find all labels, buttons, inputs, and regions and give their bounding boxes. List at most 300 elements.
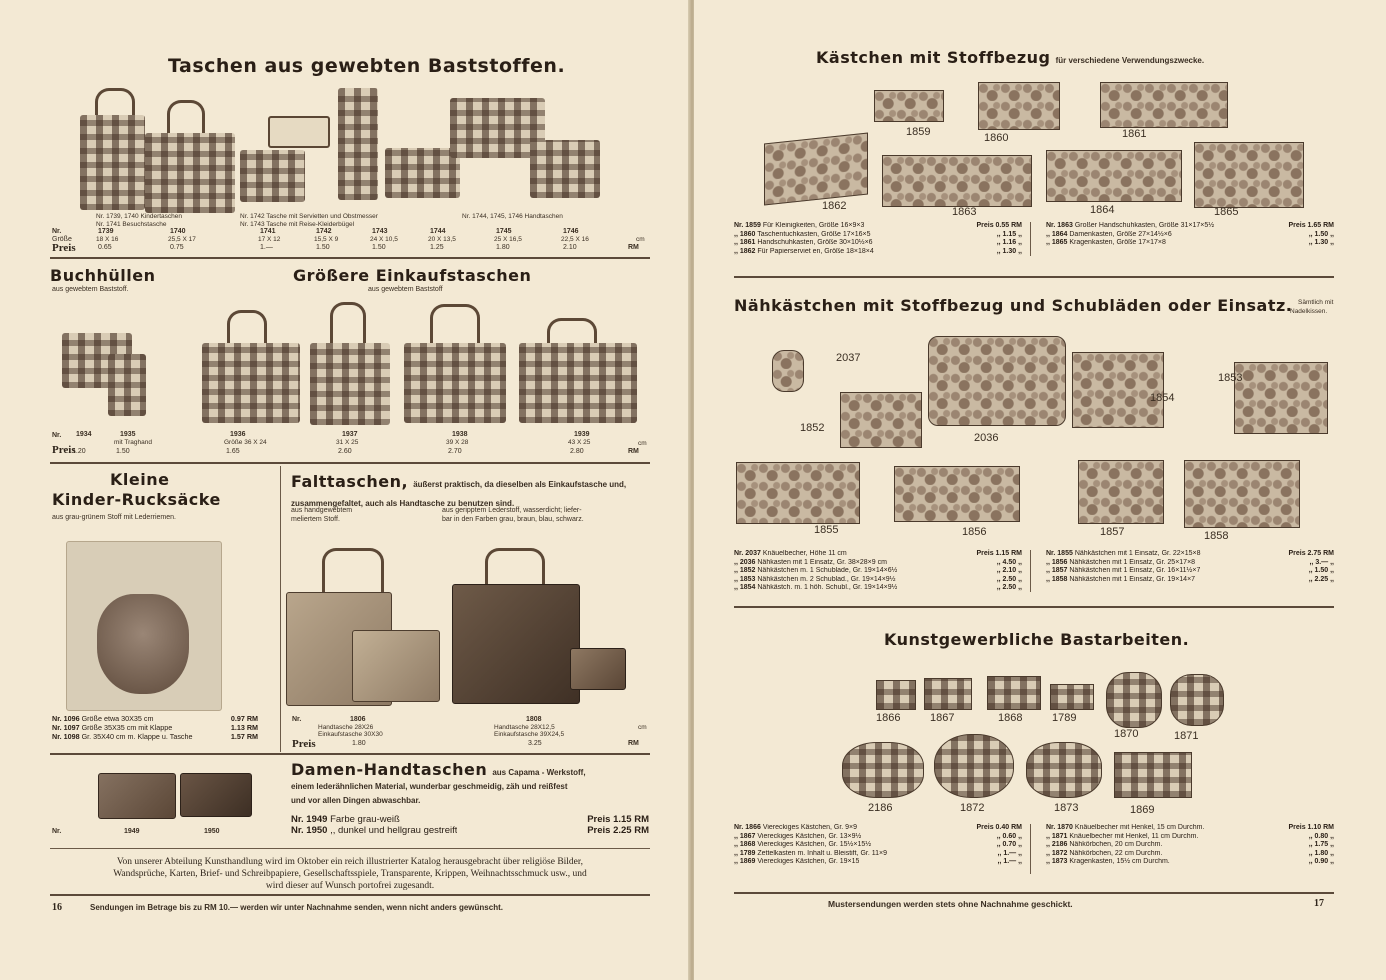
kaestchen-price-list-right — [1046, 222, 1334, 248]
damen-price-list — [291, 814, 649, 836]
price-row-nr: ,, 1865 — [1046, 239, 1068, 247]
divider — [734, 892, 1334, 894]
price-row-item — [734, 231, 871, 240]
price-row — [734, 222, 1022, 231]
falt-unit-rm: RM — [628, 740, 639, 747]
bast-col-price: 2.10 — [563, 244, 577, 251]
divider — [734, 276, 1334, 278]
figure-number: 1789 — [1052, 712, 1077, 724]
bast-col-size: 15,5 X 9 — [314, 236, 339, 243]
kaestchen-title: Kästchen mit Stoffbezug — [816, 48, 1051, 67]
price-row-price: ,, 1.30 ,, — [996, 247, 1022, 255]
box-2037 — [772, 350, 804, 392]
falt-a-note-2: Einkaufstasche 30X30 — [318, 731, 383, 738]
price-row — [1046, 850, 1334, 859]
price-row-price: Preis 0.55 RM — [976, 222, 1022, 229]
bast-col-size: 18 X 16 — [96, 236, 119, 243]
bast-col-nr: 1744 — [430, 228, 446, 235]
figure-number: 1858 — [1204, 530, 1229, 542]
column-divider — [280, 466, 281, 752]
einkauf-col-nr: 1937 — [342, 431, 358, 438]
price-row-nr: ,, 1860 — [734, 230, 756, 238]
price-row — [734, 824, 1022, 833]
footer-left: Sendungen im Betrage bis zu RM 10.— werden wir unter Nachnahme senden, wenn nicht anders gewünscht. — [90, 903, 503, 912]
right-page — [694, 0, 1386, 980]
price-row-item — [1046, 833, 1198, 842]
price-row-price: 0.97 RM — [230, 714, 258, 723]
bast-col-size: 25,5 X 17 — [168, 236, 196, 243]
price-row — [734, 231, 1022, 240]
price-row-nr: ,, 2036 — [734, 558, 756, 566]
bag-1742 — [240, 150, 305, 202]
figure-number: 1866 — [876, 712, 901, 724]
price-row-nr: ,, 1861 — [734, 239, 756, 247]
kaestchen-header — [816, 48, 1204, 67]
rucksack-photo — [66, 541, 222, 711]
bast-col-price: 1.50 — [372, 244, 386, 251]
price-row-nr: ,, 1853 — [734, 575, 756, 583]
box-1856 — [894, 466, 1020, 522]
box-1862 — [764, 133, 868, 206]
figure-number: 1870 — [1114, 728, 1139, 740]
falt-price-label: Preis — [292, 738, 316, 750]
price-row-desc: Für Kleinigkeiten, Größe 16×9×3 — [762, 222, 865, 229]
figure-number: 1865 — [1214, 206, 1239, 218]
price-row-item — [734, 858, 859, 867]
einkauf-col-note: 43 X 25 — [568, 439, 591, 446]
falt-b-nr: 1808 — [526, 716, 542, 723]
box-1860 — [978, 82, 1060, 130]
price-row-item — [1046, 231, 1172, 240]
price-row-price: ,, 1.— ,, — [997, 849, 1022, 857]
price-row — [734, 559, 1022, 568]
bag-1743 — [338, 88, 378, 200]
box-1863 — [882, 155, 1032, 207]
label-price: Preis — [52, 242, 76, 254]
figure-number: 1855 — [814, 524, 839, 536]
price-row-desc: Nähkörbchen, 20 cm Durchm. — [1069, 841, 1163, 849]
figure-number: 1854 — [1150, 392, 1175, 404]
price-row-nr: Nr. 1097 — [52, 723, 80, 732]
price-row-desc: Knäuelbecher mit Henkel, 11 cm Durchm. — [1069, 832, 1199, 840]
figure-number: 1856 — [962, 526, 987, 538]
price-row — [1046, 858, 1334, 867]
damen-fig-nr: Nr. — [52, 828, 62, 835]
catalog-note-line-3: wird dieser auf Wunsch portofrei zugesandt. — [265, 881, 435, 891]
basket-1870 — [1106, 672, 1162, 728]
price-row-item — [1046, 559, 1195, 568]
price-row-price: ,, 1.50 ,, — [1308, 567, 1334, 575]
divider — [50, 257, 650, 259]
price-row-nr: Nr. 2037 — [734, 550, 761, 557]
price-row-price: ,, 4.50 ,, — [996, 558, 1022, 566]
figure-number: 1867 — [930, 712, 955, 724]
price-row-item — [1046, 850, 1162, 859]
figure-number: 1873 — [1054, 802, 1079, 814]
einkauf-col-nr: 1938 — [452, 431, 468, 438]
price-row — [734, 248, 1022, 257]
label-nr: Nr. — [52, 228, 62, 235]
price-row-desc: Zettelkasten m. Inhalt u. Bleistift, Gr. 11×9 — [757, 849, 888, 857]
price-row-desc: ,, dunkel und hellgrau gestreift — [330, 825, 458, 837]
bast-col-nr: 1745 — [496, 228, 512, 235]
price-row-price: ,, 1.50 ,, — [1308, 230, 1334, 238]
price-row-item — [1046, 858, 1170, 867]
price-row-item — [734, 239, 873, 248]
left-page — [0, 0, 690, 980]
price-row-desc: Gr. 35X40 cm m. Klappe u. Tasche — [81, 732, 193, 741]
price-row-desc: Größe 35X35 cm mit Klappe — [81, 723, 173, 732]
price-row-price: ,, 1.30 ,, — [1308, 239, 1334, 247]
einkauf-col-nr: 1936 — [230, 431, 246, 438]
figure-number: 1871 — [1174, 730, 1199, 742]
unit-cm: cm — [636, 236, 645, 243]
label-nr: Nr. — [52, 432, 62, 439]
price-row-price: Preis 2.25 RM — [587, 825, 649, 837]
bast-col-size: 22,5 X 16 — [561, 236, 589, 243]
price-row-nr: Nr. 1859 — [734, 222, 761, 229]
price-row-item — [1046, 222, 1214, 231]
price-row-desc: Nähkasten mit 1 Einsatz, Gr. 38×28×9 cm — [757, 558, 887, 566]
falt-b-price: 3.25 — [528, 740, 542, 747]
naeh-tail-1: Sämtlich mit — [1298, 299, 1334, 306]
price-row-desc: Viereckiges Kästchen, Gr. 13×9½ — [757, 832, 862, 840]
falt-a-note-1: Handtasche 28X26 — [318, 724, 374, 731]
box-1789 — [1050, 684, 1094, 710]
price-row-price: Preis 2.75 RM — [1288, 550, 1334, 557]
price-row — [734, 239, 1022, 248]
price-row-item — [1046, 550, 1201, 559]
price-row-item — [734, 824, 857, 833]
price-row-nr: ,, 1852 — [734, 567, 756, 575]
price-row-nr: Nr. 1863 — [1046, 222, 1073, 229]
box-1864 — [1046, 150, 1182, 202]
price-row-desc: Viereckiges Kästchen, Gr. 9×9 — [762, 824, 858, 831]
einkauf-col-price: 2.60 — [338, 448, 352, 455]
section-title-bast-bags: Taschen aus gewebten Baststoffen. — [168, 55, 566, 77]
label-size: Größe — [52, 236, 72, 243]
falt-b-note-1: Handtasche 28X12,5 — [494, 724, 555, 731]
figure-number: 1861 — [1122, 128, 1147, 140]
figure-number: 1864 — [1090, 204, 1115, 216]
price-row-desc: Nähkästchen mit 1 Einsatz, Gr. 19×14×7 — [1069, 575, 1196, 583]
unit-rm: RM — [628, 244, 639, 251]
damen-fig-a: 1949 — [124, 828, 140, 835]
price-row-desc: Farbe grau-weiß — [330, 814, 400, 825]
divider — [50, 894, 650, 896]
price-row-nr: ,, 1871 — [1046, 832, 1068, 840]
einkauf-title: Größere Einkaufstaschen — [293, 266, 532, 285]
bast-arbeiten-title: Kunstgewerbliche Bastarbeiten. — [884, 630, 1190, 649]
price-row-desc: Knäuelbecher, Höhe 11 cm — [762, 550, 847, 557]
price-row-price: ,, 1.16 ,, — [996, 239, 1022, 247]
divider — [50, 848, 650, 849]
box-1858 — [1184, 460, 1300, 528]
kaestchen-tail: für verschiedene Verwendungszwecke. — [1055, 56, 1205, 65]
price-row-price: Preis 0.40 RM — [976, 824, 1022, 831]
falt-title: Falttaschen, — [291, 472, 409, 491]
figure-number: 1872 — [960, 802, 985, 814]
bast-col-nr: 1743 — [372, 228, 388, 235]
price-row-price: ,, 2.50 ,, — [996, 584, 1022, 592]
bast-col-nr: 1739 — [98, 228, 114, 235]
price-row-nr: Nr. 1866 — [734, 824, 761, 831]
price-row-item — [1046, 239, 1166, 248]
bag-1937 — [310, 343, 390, 425]
price-row — [291, 814, 649, 825]
page-number-right: 17 — [1314, 898, 1324, 909]
price-row-desc: Nähkästchen m. 2 Schublad., Gr. 19×14×9½ — [757, 575, 896, 583]
price-row-nr: Nr. 1950 — [291, 825, 328, 837]
price-row — [1046, 567, 1334, 576]
price-row-item — [52, 724, 172, 733]
damen-desc-1: einem lederähnlichen Material, wunderbar geschmeidig, zäh und reißfest — [291, 782, 568, 791]
bast-col-size: 17 X 12 — [258, 236, 281, 243]
price-row-price: Preis 1.65 RM — [1288, 222, 1334, 229]
price-row-price: 1.57 RM — [230, 731, 258, 741]
price-row-price: ,, 0.70 ,, — [996, 841, 1022, 849]
bast-note-a2: Nr. 1741 Besuchstasche — [96, 221, 167, 228]
price-row-nr: ,, 1873 — [1046, 858, 1068, 866]
falt-desc: äußerst praktisch, da dieselben als Einkaufstasche und, zusammengefaltet, auch als Handtasche zu benutzen sind. — [291, 480, 627, 508]
rucksack-title-2: Kinder-Rucksäcke — [52, 490, 221, 509]
price-row-desc: Kragenkasten, Größe 17×17×8 — [1069, 239, 1166, 247]
price-row-item — [734, 850, 887, 859]
einkauf-col-price: 1.50 — [116, 448, 130, 455]
bast-col-nr: 1741 — [260, 228, 276, 235]
bast-col-price: 1.— — [260, 244, 273, 251]
bast-note-b: Nr. 1742 Tasche mit Servietten und Obstmesser — [240, 213, 378, 220]
handbag-1949 — [98, 773, 176, 819]
price-row-desc: Nähkästch. m. 1 höh. Schubl., Gr. 19×14×9½ — [757, 584, 898, 592]
price-row — [1046, 576, 1334, 585]
divider — [50, 462, 650, 464]
price-row-price: ,, 0.90 ,, — [1308, 858, 1334, 866]
price-row-nr: ,, 1857 — [1046, 567, 1068, 575]
price-row-price: ,, 3.— ,, — [1309, 558, 1334, 566]
price-row-item — [52, 715, 154, 724]
handbag-1950 — [180, 773, 252, 817]
bast-col-price: 1.80 — [496, 244, 510, 251]
basket-1872 — [934, 734, 1014, 798]
figure-number: 2186 — [868, 802, 893, 814]
figure-number: 1869 — [1130, 804, 1155, 816]
price-row-nr: ,, 1858 — [1046, 575, 1068, 583]
basket-1873 — [1026, 742, 1102, 798]
falt-a-price: 1.80 — [352, 740, 366, 747]
price-row — [1046, 222, 1334, 231]
price-row-item — [734, 576, 896, 585]
price-row-desc: Knäuelbecher mit Henkel, 15 cm Durchm. — [1074, 824, 1205, 831]
einkauf-col-note: 39 X 28 — [446, 439, 469, 446]
price-row-item — [291, 814, 400, 825]
bag-1938 — [404, 343, 506, 423]
price-row — [734, 858, 1022, 867]
price-row — [52, 733, 258, 742]
falt-header — [291, 472, 651, 510]
price-row-item — [1046, 576, 1195, 585]
figure-number: 1859 — [906, 126, 931, 138]
figure-number: 1853 — [1218, 372, 1243, 384]
damen-title: Damen-Handtaschen — [291, 760, 488, 779]
price-row-item — [734, 584, 897, 593]
price-row — [734, 850, 1022, 859]
einkauf-col-price: 1.65 — [226, 448, 240, 455]
naeh-title: Nähkästchen mit Stoffbezug und Schubläden oder Einsatz. — [734, 296, 1293, 315]
price-row-desc: Nähkörbchen, 22 cm Durchm. — [1069, 849, 1163, 857]
einkauf-col-note: mit Traghand — [114, 439, 152, 446]
price-row-price: ,, 0.80 ,, — [1308, 832, 1334, 840]
falt-handbag-1808 — [570, 648, 626, 690]
box-2036 — [928, 336, 1066, 426]
damen-header — [291, 760, 586, 779]
damen-tail: aus Capama - Werkstoff, — [492, 768, 586, 777]
box-1852 — [840, 392, 922, 448]
catalog-note — [50, 856, 650, 892]
price-row-nr: ,, 1789 — [734, 849, 756, 857]
rucksack-title-1: Kleine — [110, 470, 170, 489]
price-row-item — [734, 222, 864, 231]
price-row — [1046, 559, 1334, 568]
falt-left-sub-2: meliertem Stoff. — [291, 516, 340, 523]
price-row-desc: Nähkästchen m. 1 Schublade, Gr. 19×14×6½ — [757, 567, 898, 575]
price-row-nr: Nr. 1098 — [52, 732, 80, 741]
unit-rm: RM — [628, 448, 639, 455]
price-row-nr: ,, 1854 — [734, 584, 756, 592]
figure-number: 1862 — [822, 200, 847, 212]
bast-col-price: 1.50 — [316, 244, 330, 251]
falt-a-nr: 1806 — [350, 716, 366, 723]
price-row-price: 1.13 RM — [230, 722, 258, 732]
figure-number: 1868 — [998, 712, 1023, 724]
bast-col-size: 24 X 10,5 — [370, 236, 398, 243]
figure-number: 2037 — [836, 352, 861, 364]
price-row-price: Preis 1.15 RM — [976, 550, 1022, 557]
catalog-note-line-2: Wandsprüche, Karten, Brief- und Schreibpapiere, Gesellschaftsspiele, Transparente, Krippen, Weihnachtsschmuck usw., und — [113, 869, 587, 879]
price-row-nr: ,, 1869 — [734, 858, 756, 866]
price-row-price: ,, 2.10 ,, — [996, 567, 1022, 575]
price-row-desc: Großer Handschuhkasten, Größe 31×17×5½ — [1074, 222, 1215, 229]
price-row-desc: Taschentuchkasten, Größe 17×16×5 — [757, 230, 871, 238]
bast-col-price: 0.65 — [98, 244, 112, 251]
einkauf-col-price: 1.20 — [72, 448, 86, 455]
rucksack-sub: aus grau-grünem Stoff mit Lederriemen. — [52, 514, 176, 521]
price-row — [734, 841, 1022, 850]
price-row-item — [52, 733, 193, 742]
falt-right-sub-1: aus geripptem Lederstoff, wasserdicht; liefer- — [442, 507, 582, 514]
figure-number: 1857 — [1100, 526, 1125, 538]
rucksack-price-list — [52, 715, 258, 741]
price-row-item — [291, 825, 457, 836]
rucksack-body — [97, 594, 189, 694]
price-row — [734, 567, 1022, 576]
price-row — [1046, 239, 1334, 248]
price-row-desc: Damenkasten, Größe 27×14½×6 — [1069, 230, 1172, 238]
price-row-item — [734, 841, 871, 850]
bag-1740 — [145, 133, 235, 213]
price-row — [52, 715, 258, 724]
figure-number: 1852 — [800, 422, 825, 434]
bast-note-a: Nr. 1739, 1740 Kindertaschen — [96, 213, 183, 220]
damen-desc-2: und vor allen Dingen abwaschbar. — [291, 796, 421, 805]
catalog-note-line-1: Von unserer Abteilung Kunsthandlung wird im Oktober ein reich illustrierter Katalog herausgebracht über religiöse Bilder, — [116, 857, 584, 867]
bag-1739 — [80, 115, 145, 210]
figure-number: 1860 — [984, 132, 1009, 144]
box-1859 — [874, 90, 944, 122]
price-row-nr: ,, 2186 — [1046, 841, 1068, 849]
price-row-desc: Nähkästchen mit 1 Einsatz, Gr. 16×11½×7 — [1069, 567, 1201, 575]
figure-number: 1863 — [952, 206, 977, 218]
price-row-desc: Nähkästchen mit 1 Einsatz, Gr. 25×17×8 — [1069, 558, 1196, 566]
bast-price-list-right — [1046, 824, 1334, 867]
price-row-nr: ,, 1864 — [1046, 230, 1068, 238]
bast-col-nr: 1742 — [316, 228, 332, 235]
bag-1744 — [385, 148, 460, 198]
column-divider — [1030, 222, 1031, 256]
price-row-desc: Größe etwa 30X35 cm — [81, 715, 154, 723]
bag-1936 — [202, 343, 300, 423]
falt-bag-1808 — [452, 584, 580, 704]
price-row-price: ,, 1.15 ,, — [996, 230, 1022, 238]
price-row — [734, 550, 1022, 559]
bast-col-size: 20 X 13,5 — [428, 236, 456, 243]
price-row-nr: ,, 1868 — [734, 841, 756, 849]
price-row-nr: Nr. 1855 — [1046, 550, 1073, 557]
divider — [50, 753, 650, 755]
bast-col-size: 25 X 16,5 — [494, 236, 522, 243]
price-row — [734, 833, 1022, 842]
price-row-item — [1046, 841, 1162, 850]
kaestchen-price-list-left — [734, 222, 1022, 256]
price-row-item — [734, 550, 847, 559]
price-row-price: ,, 1.75 ,, — [1308, 841, 1334, 849]
box-1857 — [1078, 460, 1164, 524]
bast-note-b2: Nr. 1743 Tasche mit Reise-Kleiderbügel — [240, 221, 355, 228]
bag-1939 — [519, 343, 637, 423]
price-row-nr: Nr. 1870 — [1046, 824, 1073, 831]
einkauf-col-nr: 1939 — [574, 431, 590, 438]
einkauf-sub: aus gewebtem Baststoff — [368, 286, 443, 293]
price-row — [1046, 841, 1334, 850]
basket-2186 — [842, 742, 924, 798]
basket-1871 — [1170, 674, 1224, 726]
label-price: Preis — [52, 444, 76, 456]
price-row-item — [734, 567, 897, 576]
price-row-price: ,, 0.60 ,, — [996, 832, 1022, 840]
price-row-desc: Handschuhkasten, Größe 30×10½×6 — [757, 239, 873, 247]
price-row — [1046, 550, 1334, 559]
column-divider — [1030, 824, 1031, 874]
price-row — [1046, 824, 1334, 833]
price-row-item — [1046, 567, 1200, 576]
price-row-nr: ,, 1862 — [734, 247, 756, 255]
price-row-item — [734, 248, 874, 257]
box-1866 — [876, 680, 916, 710]
buchhuellen-sub: aus gewebtem Baststoff. — [52, 286, 129, 293]
price-row-item — [1046, 824, 1204, 833]
einkauf-col-nr: 1935 — [120, 431, 136, 438]
naeh-price-list-left — [734, 550, 1022, 593]
price-row-price: Preis 1.15 RM — [587, 814, 649, 825]
price-row-nr: ,, 1872 — [1046, 849, 1068, 857]
bag-1746 — [530, 140, 600, 198]
price-row — [1046, 833, 1334, 842]
box-1869 — [1114, 752, 1192, 798]
buchhuellen-title: Buchhüllen — [50, 266, 156, 285]
falt-handbag-1806 — [352, 630, 440, 702]
price-row-nr: ,, 1856 — [1046, 558, 1068, 566]
price-row — [734, 576, 1022, 585]
